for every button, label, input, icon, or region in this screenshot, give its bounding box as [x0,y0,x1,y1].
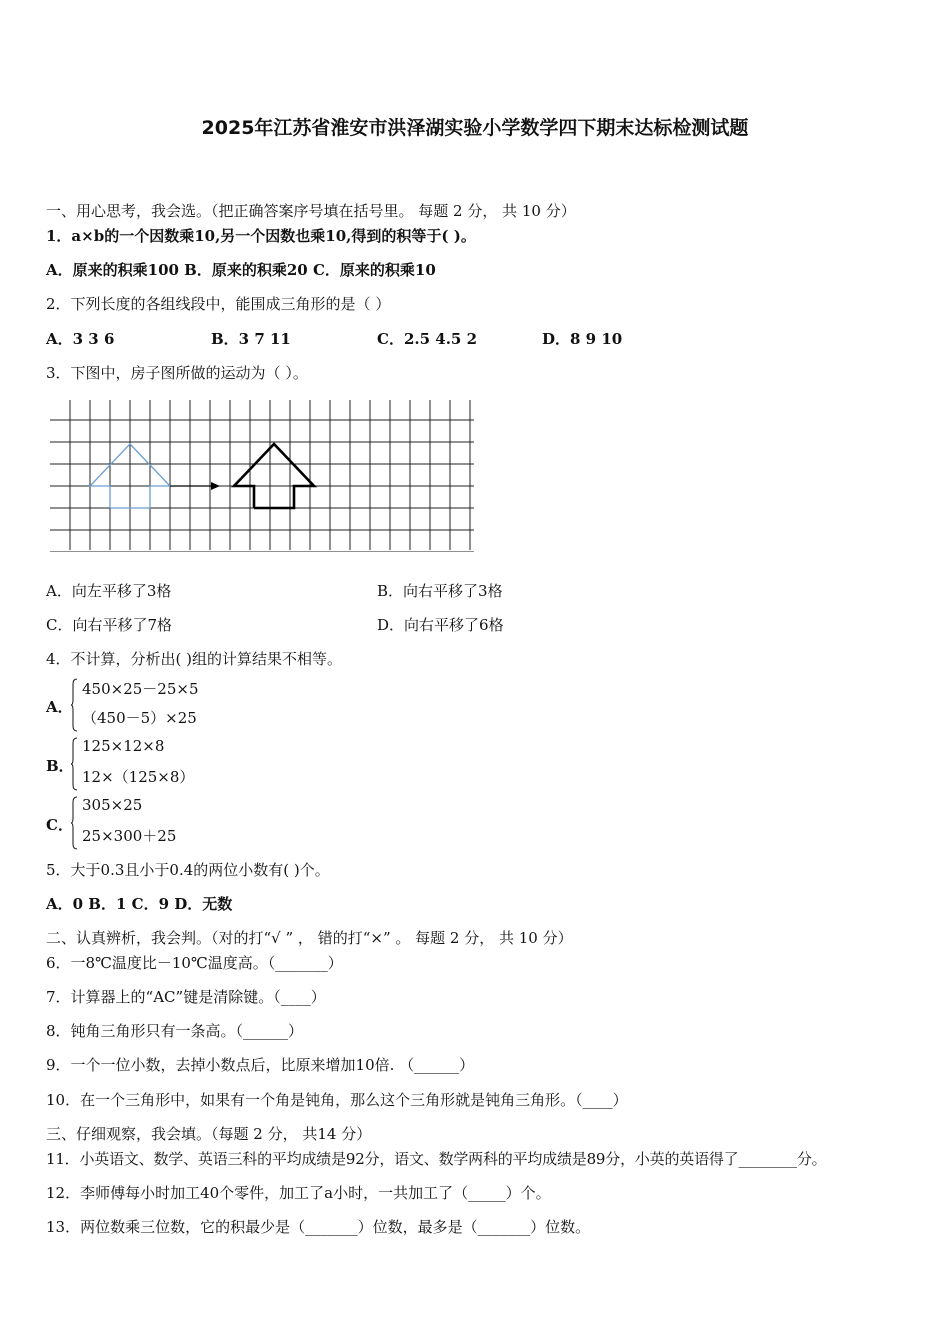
question-6: 6．一8℃温度比－10℃温度高。（_______） [46,954,343,972]
question-4-option-c-line-2: 25×300＋25 [82,827,177,845]
question-4-option-c-label: C． [46,816,73,834]
section-1-heading: 一、用心思考，我会选。（把正确答案序号填在括号里。 每题 2 分， 共 10 分） [46,202,576,220]
brace-icon [71,737,78,791]
movement-arrow-head [211,482,220,490]
question-3-option-c: C．向右平移了7格 [46,616,173,634]
grid-lines [50,400,474,552]
question-2-option-a: A．3 3 6 [46,330,115,348]
question-4-option-a-label: A． [46,698,73,716]
question-4-option-a-line-1: 450×25－25×5 [82,680,199,698]
question-7: 7．计算器上的“AC”键是清除键。（____） [46,988,326,1006]
section-3-heading: 三、仔细观察，我会填。（每题 2 分， 共14 分） [46,1125,372,1143]
question-4-stem: 4．不计算，分析出( )组的计算结果不相等。 [46,650,343,668]
question-8: 8．钝角三角形只有一条高。（______） [46,1022,304,1040]
question-3-option-a: A．向左平移了3格 [46,582,172,600]
moved-house-outline [234,444,314,508]
question-10: 10．在一个三角形中，如果有一个角是钝角，那么这个三角形就是钝角三角形。（____） [46,1091,628,1109]
question-2-option-d: D．8 9 10 [542,330,623,348]
page-title: 2025年江苏省淮安市洪泽湖实验小学数学四下期末达标检测试题 [201,117,749,139]
question-5-options: A．0 B．1 C．9 D．无数 [46,895,233,913]
question-1-stem: 1．a×b的一个因数乘10,另一个因数也乘10,得到的积等于( )。 [46,227,476,245]
question-12: 12．李师傅每小时加工40个零件，加工了a小时，一共加工了（_____）个。 [46,1184,551,1202]
translation-grid-figure [48,400,478,552]
question-3-stem: 3．下图中，房子图所做的运动为（ ）。 [46,364,308,382]
brace-icon [71,796,78,850]
question-4-option-b-line-2: 12×（125×8） [82,768,195,786]
question-5-stem: 5．大于0.3且小于0.4的两位小数有( )个。 [46,861,330,879]
question-13: 13．两位数乘三位数，它的积最少是（_______）位数，最多是（_______）位数。 [46,1218,591,1236]
question-4-option-b-line-1: 125×12×8 [82,737,165,755]
section-2-heading: 二、认真辨析，我会判。（对的打“√ ” ， 错的打“×” 。 每题 2 分， 共 10 分） [46,929,573,947]
question-1-options: A．原来的积乘100 B．原来的积乘20 C．原来的积乘10 [46,261,436,279]
question-2-option-b: B．3 7 11 [211,330,291,348]
question-4-option-c-line-1: 305×25 [82,796,143,814]
brace-icon [71,678,78,732]
question-2-option-c: C．2.5 4.5 2 [377,330,478,348]
question-2-stem: 2．下列长度的各组线段中，能围成三角形的是（ ） [46,295,391,313]
question-4-option-b-label: B． [46,757,74,775]
question-3-option-d: D．向右平移了6格 [377,616,504,634]
question-3-option-b: B．向右平移了3格 [377,582,503,600]
question-4-option-a-line-2: （450－5）×25 [82,709,197,727]
question-11: 11．小英语文、数学、英语三科的平均成绩是92分，语文、数学两科的平均成绩是89分，小英的英语得了________分。 [46,1150,827,1168]
question-9: 9．一个一位小数，去掉小数点后，比原来增加10倍. （______） [46,1056,475,1074]
